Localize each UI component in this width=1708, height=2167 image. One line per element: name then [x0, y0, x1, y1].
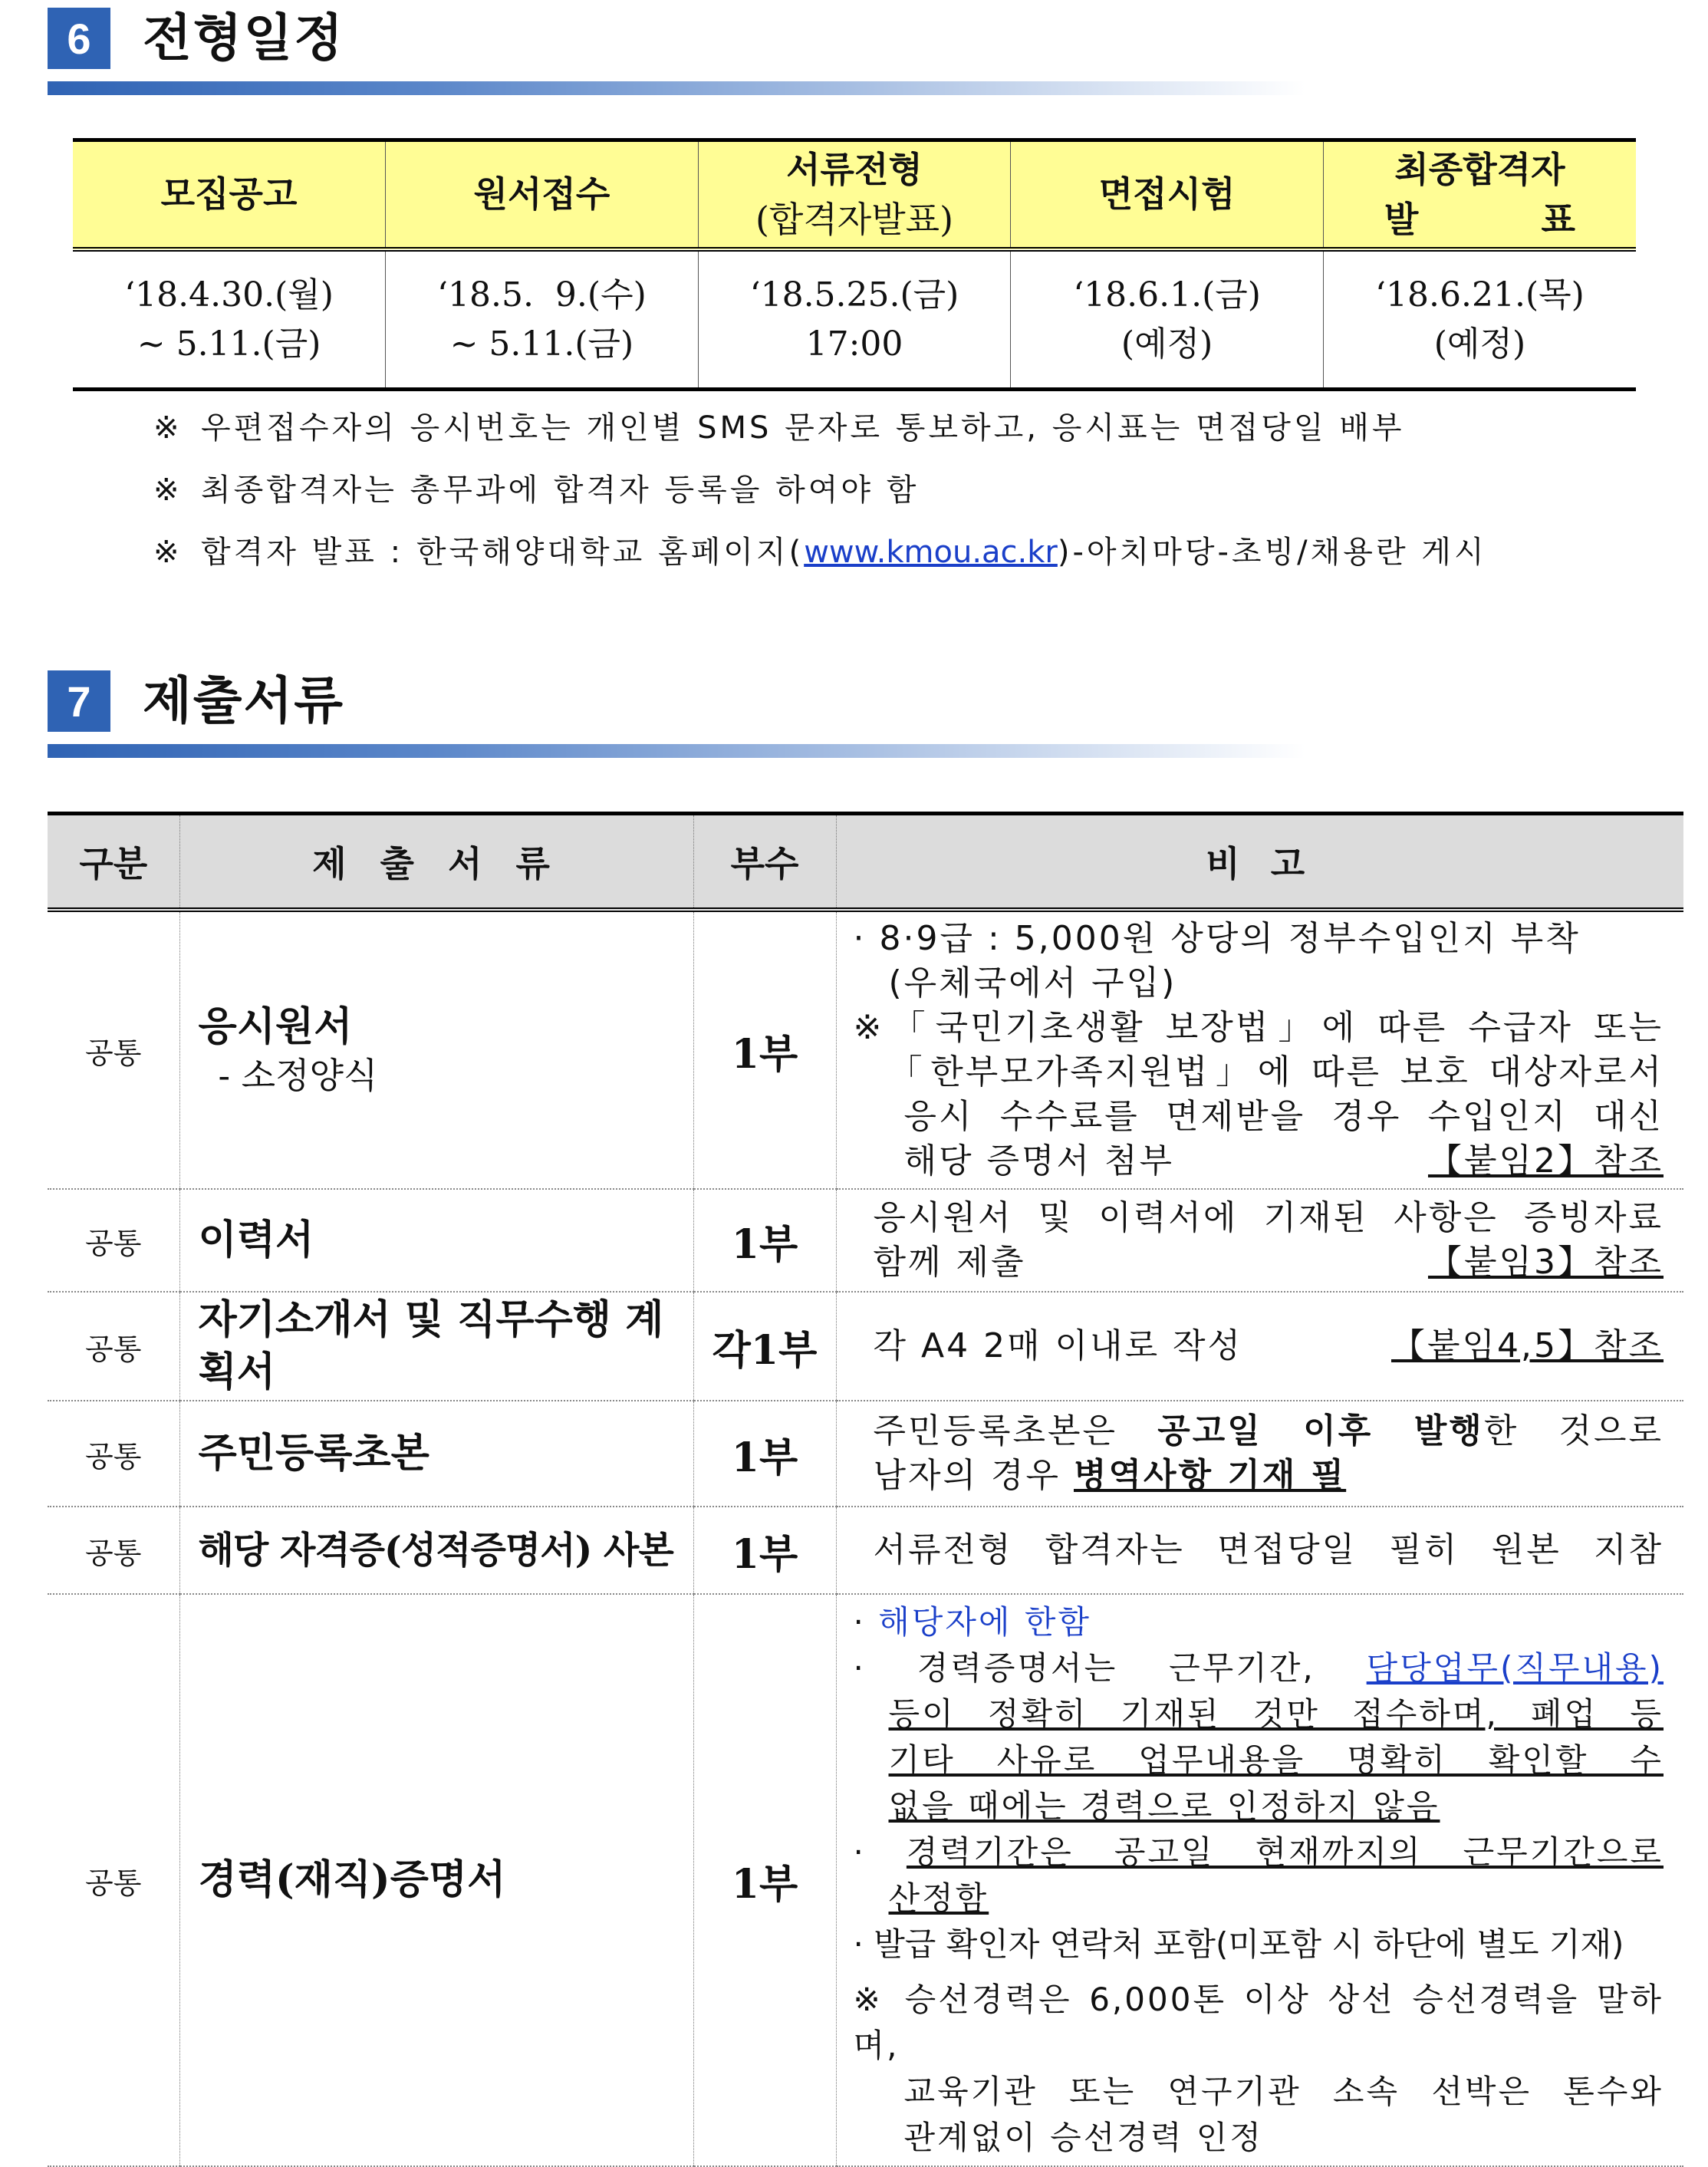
header-cell: 서류전형 (합격자발표) [698, 140, 1011, 250]
attachment-reference: 【붙임3】참조 [1427, 1243, 1664, 1282]
remarks-cell: 각 A4 2매 이내로 작성 【붙임4,5】참조 [836, 1292, 1683, 1401]
attachment-reference: 【붙임4,5】참조 [1391, 1326, 1664, 1365]
remarks-cell: · 8·9급 : 5,000원 상당의 정부수입인지 부착 (우체국에서 구입) ※「국민기초생활 보장법」에 따른 수급자 또는 「한부모가족지원법」에 따른 보호 대상자로서 응시 수수료를 면제받을 경우 수입인지 대신 해당 증명서 첨부 【붙임2】참조 [836, 910, 1683, 1189]
count-cell: 1부 [693, 1401, 836, 1507]
header-cell: 비 고 [836, 814, 1683, 911]
schedule-cell: ‘18.6.21.(목) (예정) [1323, 249, 1636, 390]
document-cell: 응시원서 - 소정양식 [179, 910, 693, 1189]
header-cell: 원서접수 [386, 140, 699, 250]
category-cell: 공통 [48, 1189, 179, 1292]
table-row [48, 1401, 1683, 1507]
category-cell: 공통 [48, 1594, 179, 2166]
section-underline-bar [48, 744, 1305, 758]
count-cell: 1부 [693, 910, 836, 1189]
count-cell: 1부 [693, 1189, 836, 1292]
schedule-cell: ‘18.4.30.(월) ~ 5.11.(금) [73, 249, 386, 390]
schedule-header-row [73, 140, 1636, 250]
header-cell: 구분 [48, 814, 179, 911]
homepage-link[interactable]: www.kmou.ac.kr [804, 535, 1058, 570]
header-cell: 모집공고 [73, 140, 386, 250]
remarks-cell: 서류전형 합격자는 면접당일 필히 원본 지참 [836, 1507, 1683, 1594]
document-cell: 주민등록초본 [179, 1401, 693, 1507]
section-6-header [48, 8, 1305, 100]
category-cell: 공통 [48, 1401, 179, 1507]
document-cell: 자기소개서 및 직무수행 계획서 [179, 1292, 693, 1401]
table-row [48, 1594, 1683, 2166]
section-7-header [48, 670, 1305, 762]
remarks-cell: 응시원서 및 이력서에 기재된 사항은 증빙자료 함께 제출 【붙임3】참조 [836, 1189, 1683, 1292]
header-cell: 부수 [693, 814, 836, 911]
count-cell: 1부 [693, 1594, 836, 2166]
document-cell: 경력(재직)증명서 [179, 1594, 693, 2166]
table-row [48, 1292, 1683, 1401]
schedule-notes [153, 397, 1487, 584]
section-underline-bar [48, 81, 1305, 95]
table-row [48, 910, 1683, 1189]
note-item: ※ 우편접수자의 응시번호는 개인별 SMS 문자로 통보하고, 응시표는 면접당일 배부 [153, 410, 1405, 446]
count-cell: 1부 [693, 1507, 836, 1594]
header-cell: 최종합격자 발 표 [1323, 140, 1636, 250]
section-number-badge: 6 [48, 8, 110, 69]
schedule-row [73, 249, 1636, 390]
schedule-cell: ‘18.6.1.(금) (예정) [1011, 249, 1324, 390]
section-title: 제출서류 [143, 671, 345, 730]
schedule-cell: ‘18.5. 9.(수) ~ 5.11.(금) [386, 249, 699, 390]
category-cell: 공통 [48, 1292, 179, 1401]
schedule-table [73, 138, 1636, 391]
table-row [48, 1189, 1683, 1292]
remarks-cell: · 해당자에 한함 · 경력증명서는 근무기간, 담당업무(직무내용) 등이 정확히 기재된 것만 접수하며, 폐업 등 기타 사유로 업무내용을 명확히 확인할 수 없을 때에는 경력으로 인정하지 않음 · 경력기간은 공고일 현재까지의 근무기간으로 산정함 · 발급 확인자 연락처 포함(미포함 시 하단에 별도 기재) ※ 승선경력은 6,000톤 이상 상선 승선경력을 말하며, 교육기관 또는 연구기관 소속 선박은 톤수와 관계없이 승선경력 인정 [836, 1594, 1683, 2166]
document-cell: 이력서 [179, 1189, 693, 1292]
document-cell: 해당 자격증(성적증명서) 사본 [179, 1507, 693, 1594]
documents-header-row [48, 814, 1683, 911]
documents-table [48, 812, 1683, 2167]
schedule-cell: ‘18.5.25.(금) 17:00 [698, 249, 1011, 390]
attachment-reference: 【붙임2】참조 [1427, 1141, 1664, 1181]
header-cell: 면접시험 [1011, 140, 1324, 250]
section-number-badge: 7 [48, 670, 110, 732]
category-cell: 공통 [48, 1507, 179, 1594]
category-cell: 공통 [48, 910, 179, 1189]
table-row [48, 1507, 1683, 1594]
count-cell: 각1부 [693, 1292, 836, 1401]
remarks-cell: 주민등록초본은 공고일 이후 발행한 것으로 남자의 경우 병역사항 기재 필 [836, 1401, 1683, 1507]
note-item: ※ 최종합격자는 총무과에 합격자 등록을 하여야 함 [153, 473, 920, 508]
header-cell: 제 출 서 류 [179, 814, 693, 911]
section-title: 전형일정 [143, 8, 345, 68]
note-item: ※ 합격자 발표 : 한국해양대학교 홈페이지(www.kmou.ac.kr)-아치마당-초빙/채용란 게시 [153, 535, 1487, 570]
